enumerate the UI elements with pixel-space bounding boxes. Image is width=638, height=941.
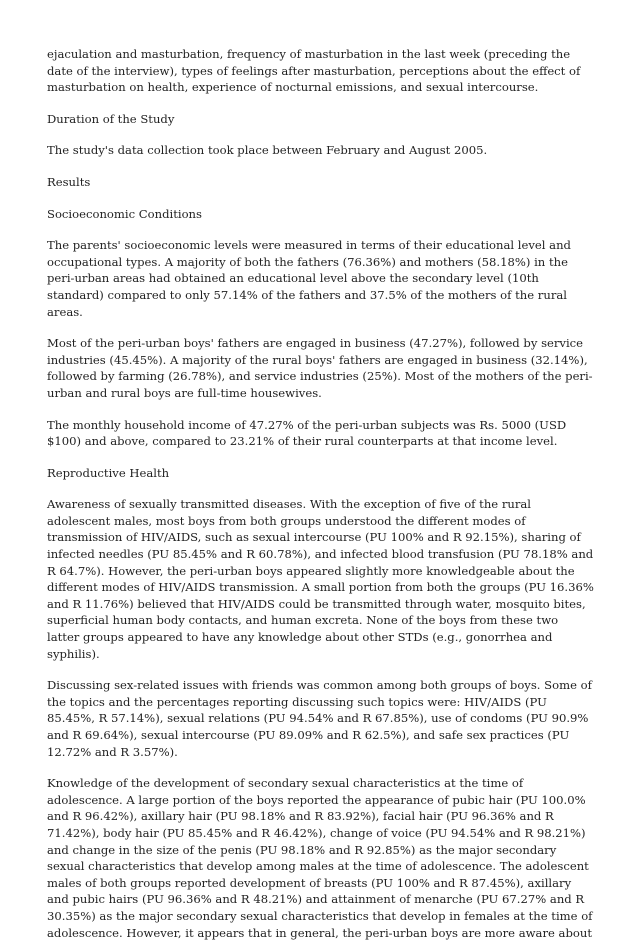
intro-paragraph: ejaculation and masturbation, frequency of masturbation in the last week (preceding the date of the interview), types of feelings after masturbation, perceptions about the effect of masturbation on health, experience of nocturnal emissions, and sexual intercourse. — [47, 47, 581, 95]
secondary-characteristics-paragraph: Knowledge of the development of secondary sexual characteristics at the time of adolescence. A large portion of the boys reported the appearance of pubic hair (PU 100.0% and R 96.42%), axillary hair (PU 98.18% and R 83.92%), facial hair (PU 96.36% and R 71.42%), body hair (PU 85.45% and R 46.42%), change of voice (PU 94.54% and R 98.21%) and change in the size of the penis (PU 98.18% and R 92.85%) as the major secondary sexual characteristics that develop among males at the time of adolescence. The adolescent males of both groups reported development of breasts (PU 100% and R 87.45%), axillary and pubic hairs (PU 96.36% and R 48.21%) and attainment of menarche (PU 67.27% and R 30.35%) as the major secondary sexual characteristics that develop in females at the time of adolescence. However, it appears that in general, the peri-urban boys are more aware about — [47, 776, 593, 940]
occupation-paragraph: Most of the peri-urban boys' fathers are engaged in business (47.27%), followed by service industries (45.45%). A majority of the rural boys' fathers are engaged in business (32.14%), followed by farming (26.78%), and service industries (25%). Most of the mothers of the peri-urban and rural boys are full-time housewives. — [47, 336, 593, 400]
duration-paragraph: The study's data collection took place between February and August 2005. — [47, 143, 488, 158]
std-awareness-paragraph: Awareness of sexually transmitted diseases. With the exception of five of the rural adolescent males, most boys from both groups understood the different modes of transmission of HIV/AIDS, such as sexual intercourse (PU 100% and R 92.15%), sharing of infected needles (PU 85.45% and R 60.78%), and infected blood transfusion (PU 78.18% and R 64.7%). However, the peri-urban boys appeared slightly more knowledgeable about the different modes of HIV/AIDS transmission. A small portion from both the groups (PU 16.36% and R 11.76%) believed that HIV/AIDS could be transmitted through water, mosquito bites, superficial human body contacts, and human excreta. None of the boys from these two latter groups appeared to have any knowledge about other STDs (e.g., gonorrhea and syphilis). — [47, 497, 594, 661]
heading-reproductive-health: Reproductive Health — [47, 465, 170, 480]
heading-socioeconomic-conditions: Socioeconomic Conditions — [47, 206, 202, 221]
heading-results: Results — [47, 174, 91, 189]
heading-duration-of-study: Duration of the Study — [47, 111, 175, 126]
discussion-paragraph: Discussing sex-related issues with friends was common among both groups of boys. Some of the topics and the percentages reporting discussing such topics were: HIV/AIDS (PU 85.45%, R 57.14%), sexual relations (PU 94.54% and R 67.85%), use of condoms (PU 90.9% and R 69.64%), sexual intercourse (PU 89.09% and R 62.5%), and safe sex practices (PU 12.72% and R 3.57%). — [47, 678, 592, 759]
education-paragraph: The parents' socioeconomic levels were measured in terms of their educational level and occupational types. A majority of both the fathers (76.36%) and mothers (58.18%) in the peri-urban areas had obtained an educational level above the secondary level (10th standard) compared to only 57.14% of the fathers and 37.5% of the mothers of the rural areas. — [47, 238, 571, 319]
income-paragraph: The monthly household income of 47.27% of the peri-urban subjects was Rs. 5000 (USD $100) and above, compared to 23.21% of their rural counterparts at that income level. — [47, 417, 567, 449]
